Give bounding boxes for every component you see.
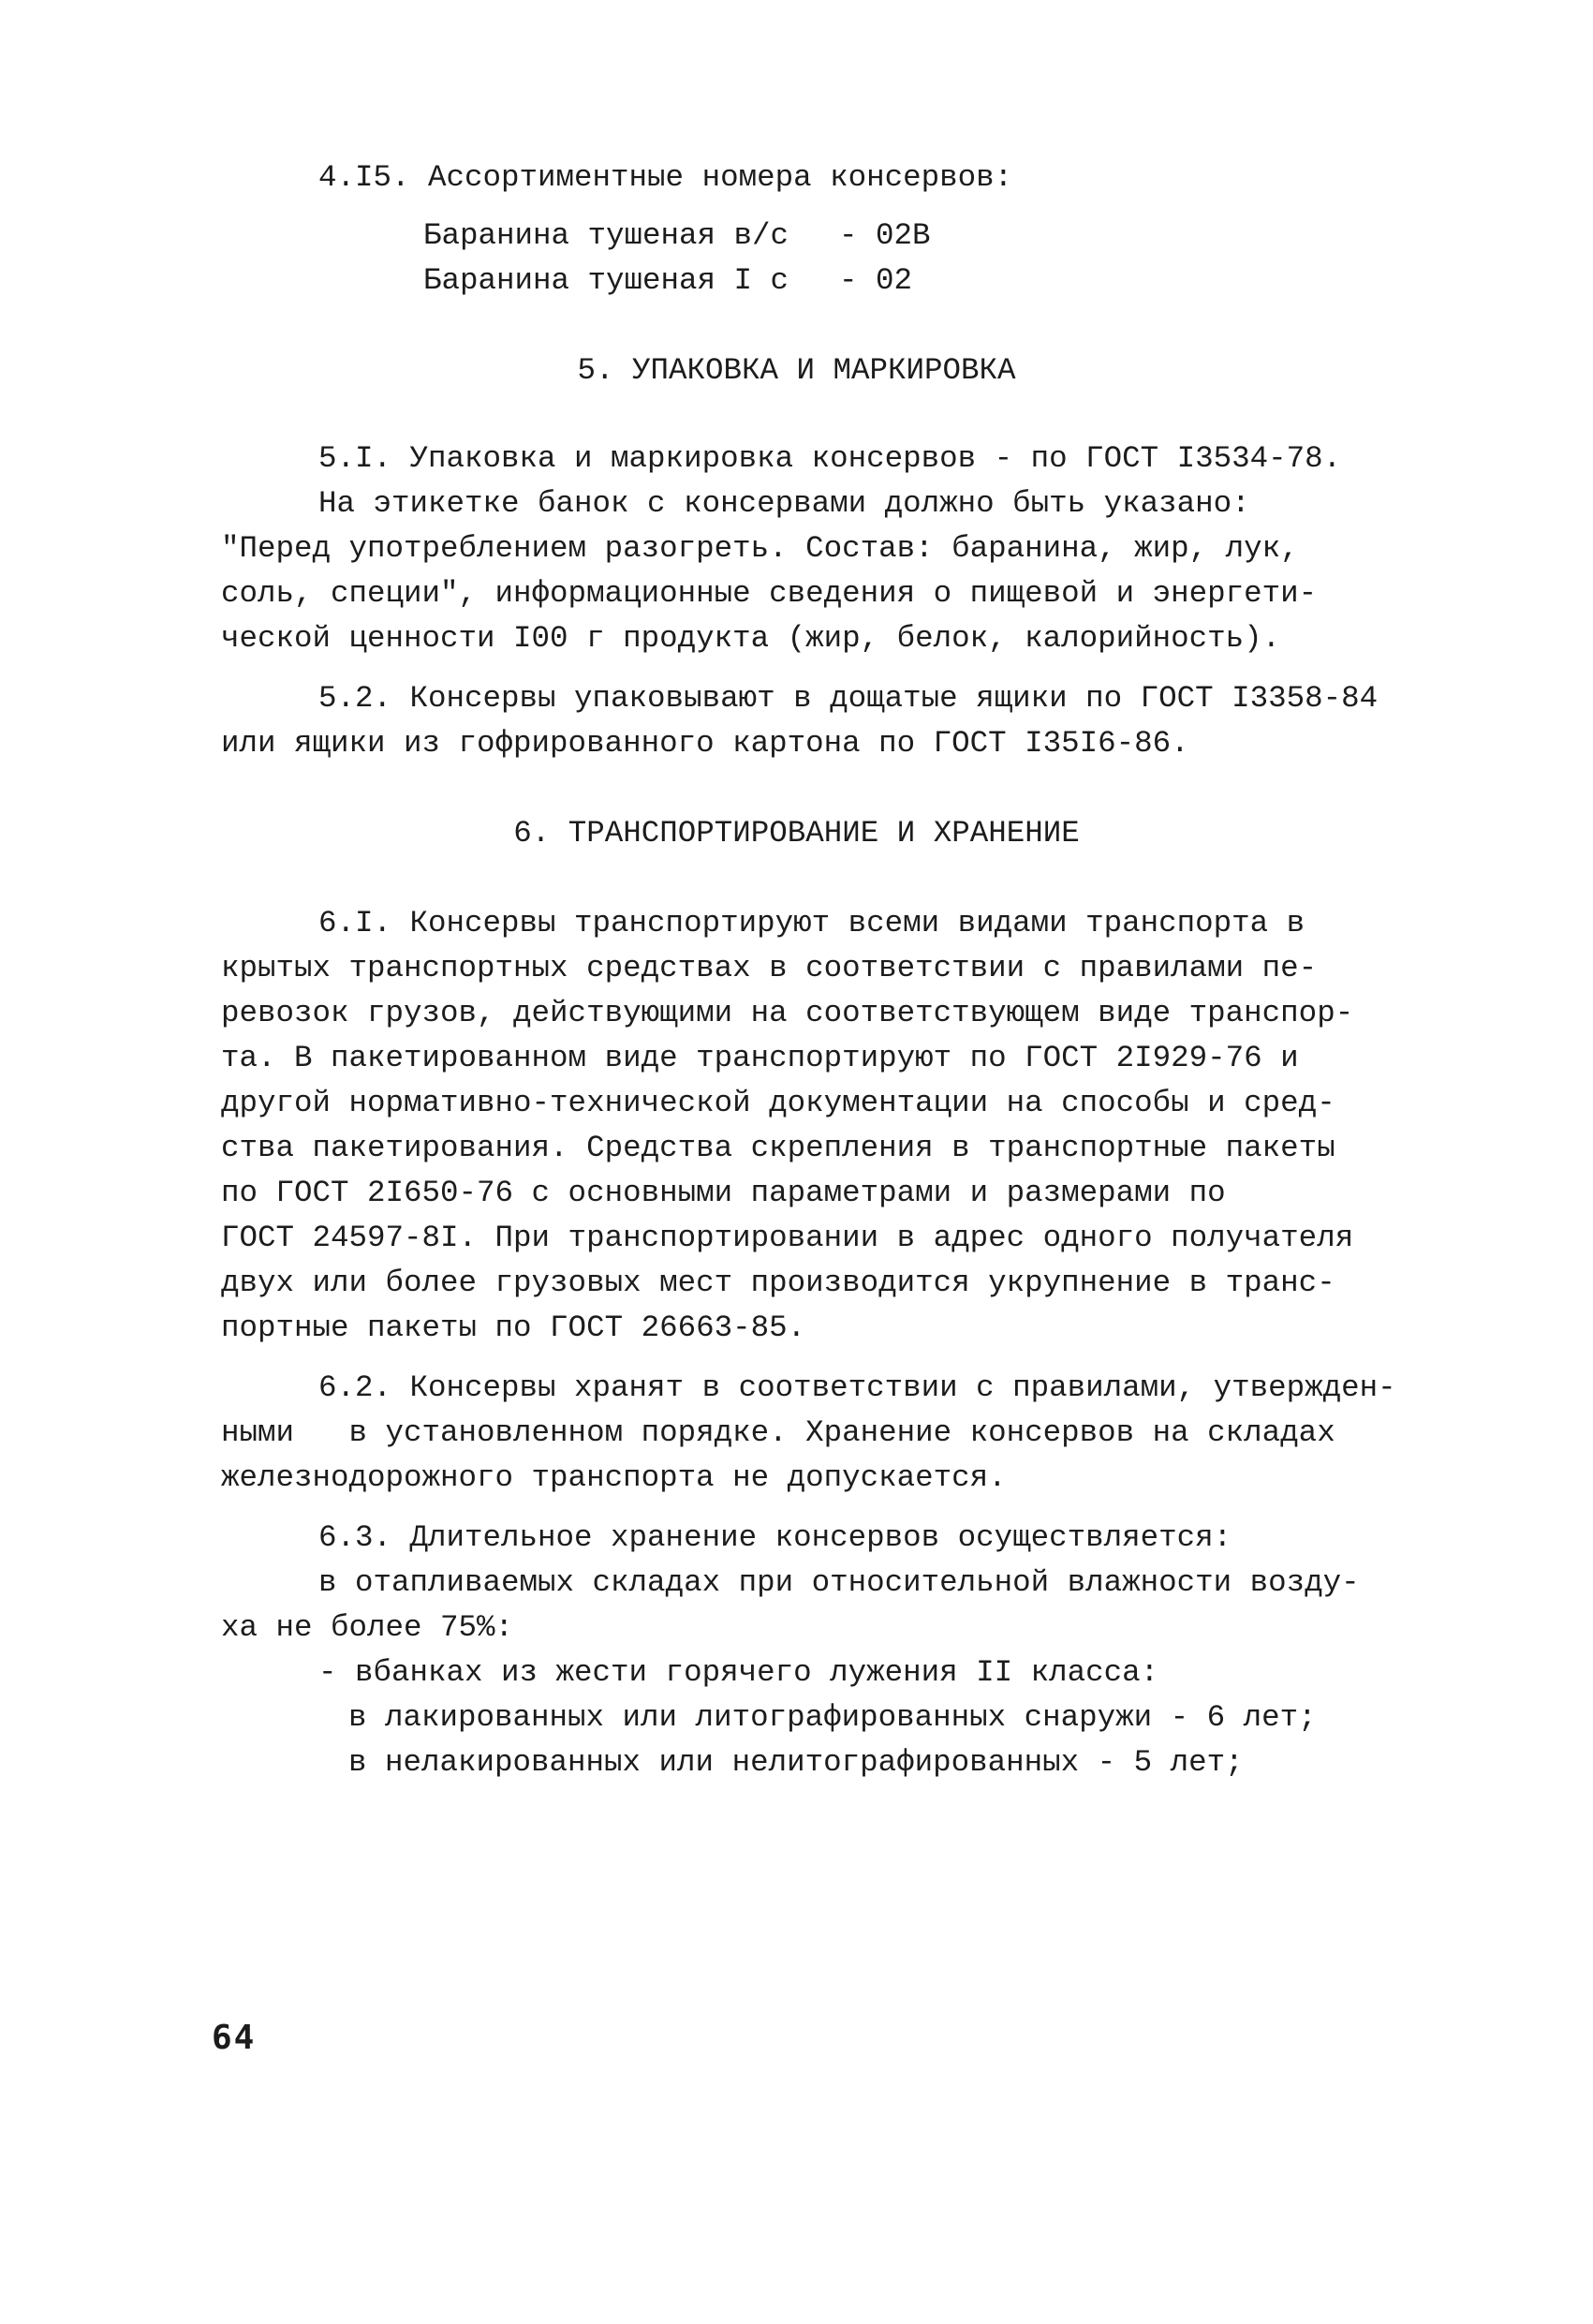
section-5-title: 5. УПАКОВКА И МАРКИРОВКА	[577, 353, 1016, 388]
text-line: ГОСТ 24597-8I. При транспортировании в адрес одного получателя	[221, 1221, 1354, 1255]
section-6-title: 6. ТРАНСПОРТИРОВАНИЕ И ХРАНЕНИЕ	[513, 816, 1080, 851]
text-line: 5.I. Упаковка и маркировка консервов - по ГОСТ I3534-78.	[318, 441, 1342, 476]
text-line: 6.2. Консервы хранят в соответствии с правилами, утвержден-	[318, 1370, 1396, 1405]
assortment-item-code: - 02	[839, 263, 913, 298]
assortment-item-name: Баранина тушеная I с	[423, 263, 789, 298]
text-line: ха не более 75%:	[221, 1610, 514, 1645]
text-line: железнодорожного транспорта не допускается.	[221, 1460, 1007, 1495]
text-line: соль, специи", информационные сведения о пищевой и энергети-	[221, 576, 1318, 611]
text-line: та. В пакетированном виде транспортируют по ГОСТ 2I929-76 и	[221, 1041, 1299, 1075]
assortment-item-name: Баранина тушеная в/с	[423, 218, 789, 253]
text-line: или ящики из гофрированного картона по ГОСТ I35I6-86.	[221, 726, 1189, 761]
text-line: по ГОСТ 2I650-76 с основными параметрами и размерами по	[221, 1176, 1226, 1210]
text-line: ными в установленном порядке. Хранение консервов на складах	[221, 1415, 1335, 1450]
text-line: портные пакеты по ГОСТ 26663-85.	[221, 1310, 806, 1345]
text-line: "Перед употреблением разогреть. Состав: баранина, жир, лук,	[221, 531, 1299, 566]
text-line: в отапливаемых складах при относительной влажности возду-	[318, 1565, 1360, 1600]
text-line: в нелакированных или нелитографированных - 5 лет;	[348, 1745, 1244, 1780]
text-line: ческой ценности I00 г продукта (жир, белок, калорийность).	[221, 621, 1281, 656]
text-line: 6.3. Длительное хранение консервов осуществляется:	[318, 1520, 1232, 1555]
text-line: другой нормативно-технической документации на способы и сред-	[221, 1086, 1335, 1120]
text-line: крытых транспортных средствах в соответствии с правилами пе-	[221, 951, 1318, 985]
text-line: ства пакетирования. Средства скрепления в транспортные пакеты	[221, 1131, 1335, 1165]
text-line: двух или более грузовых мест производится укрупнение в транс-	[221, 1266, 1335, 1300]
text-line: На этикетке банок с консервами должно быть указано:	[318, 486, 1250, 521]
text-line: 6.I. Консервы транспортируют всеми видами транспорта в	[318, 906, 1305, 940]
text-line: - вбанках из жести горячего лужения II класса:	[318, 1655, 1159, 1690]
text-line: ревозок грузов, действующими на соответствующем виде транспор-	[221, 996, 1354, 1030]
assortment-item-code: - 02В	[839, 218, 931, 253]
page-number: 64	[212, 2019, 257, 2057]
clause-4-15-heading: 4.I5. Ассортиментные номера консервов:	[318, 160, 1013, 195]
text-line: 5.2. Консервы упаковывают в дощатые ящики по ГОСТ I3358-84	[318, 681, 1379, 716]
text-line: в лакированных или литографированных снаружи - 6 лет;	[348, 1700, 1317, 1735]
